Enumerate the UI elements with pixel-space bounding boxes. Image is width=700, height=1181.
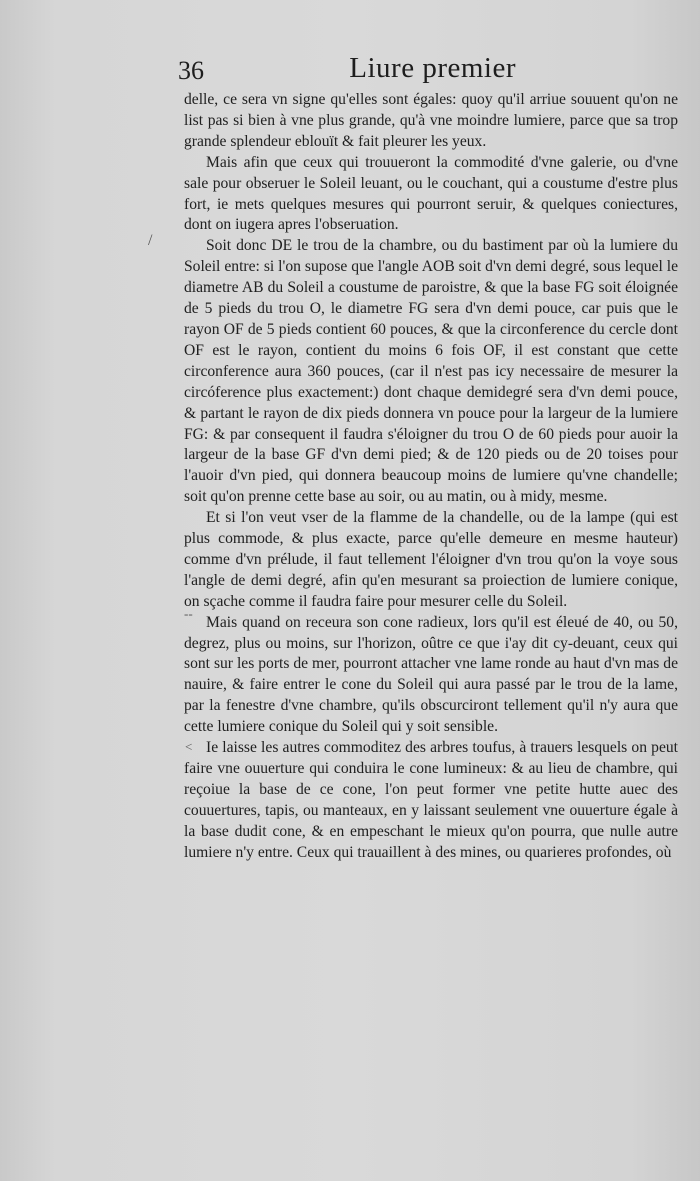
margin-mark: / [148, 232, 153, 249]
page-header [178, 52, 516, 92]
margin-mark: -- [184, 606, 193, 621]
paragraph: Mais quand on receura son cone radieux, lors qu'il est éleué de 40, ou 50, degrez, plus ou moins, sur l'horizon, oûtre ce que i'ay dit cy-deuant, ceux qui sont sur les ports de mer, pourront attacher vne lame ronde au haut d'vn mas de nauire, & faire entrer le cone du Soleil qui aura passé par le trou de la lame, par la fenestre d'vne chambre, qu'ils obscurciront tellement qu'il n'y aura que cette lumiere conique du Soleil qui y soit sensible. [184, 613, 678, 736]
paragraph: delle, ce sera vn signe qu'elles sont égales: quoy qu'il arriue souuent qu'on ne list pas si bien à vne plus grande, qu'à vne moindre lumiere, parce que sa trop grande splendeur eblouït & fait pleurer les yeux. [184, 91, 678, 150]
paragraph: Soit donc DE le trou de la chambre, ou du bastiment par où la lumiere du Soleil entre: si l'on supose que l'angle AOB soit d'vn demi degré, sous lequel le diametre AB du Soleil a coustume de paroistre, & que la base FG soit éloignée de 5 pieds du trou O, le diametre FG sera d'vn demi pouce, car puis que le rayon OF de 5 pieds contient 60 pouces, & que la circonference du cercle dont OF est le rayon, contient du moins 6 fois OF, il est constant que cette circonference aura 360 pouces, (car il n'est pas icy necessaire de mesurer la circóference plus exactement:) dont chaque demidegré sera d'vn demi pouce, & partant le rayon de dix pieds donnera vn pouce pour la largeur de la lumiere FG: & par consequent il faudra s'éloigner du trou O de 60 pieds pour auoir la largeur de la base GF d'vn demi pied; & de 120 pieds ou de 20 toises pour l'auoir d'vn pied, qui donnera beaucoup moins de lumiere qu'vne chandelle; soit qu'on prenne cette base au soir, ou au matin, ou à midy, mesme. [184, 237, 678, 506]
page-number: 36 [178, 56, 204, 85]
paragraph: Mais afin que ceux qui trouueront la commodité d'vne galerie, ou d'vne sale pour obseruer le Soleil leuant, ou le couchant, qui a coustume d'estre plus fort, ie mets quelques mesures qui pourront seruir, & quelques coniectures, dont on iugera apres l'obseruation. [184, 153, 678, 234]
running-title: Liure premier [349, 52, 516, 84]
margin-mark: < [185, 739, 193, 754]
paragraph: Ie laisse les autres commoditez des arbres toufus, à trauers lesquels on peut faire vne ouuerture qui conduira le cone lumineux: & au lieu de chambre, qui reçoiue la base de ce cone, l'on peut former vne petite hutte auec des couuertures, tapis, ou manteaux, en y laissant seulement vne ouuerture égale à la base dudit cone, & en empeschant le mieux qu'on pourra, que nulle autre lumiere n'y entre. Ceux qui trauaillent à des mines, ou quarieres profondes, où [184, 739, 678, 861]
body-text [184, 90, 678, 864]
paragraph: Et si l'on veut vser de la flamme de la chandelle, ou de la lampe (qui est plus commode, & plus exacte, parce qu'elle demeure en mesme hauteur) comme d'vn prélude, il faut tellement l'éloigner d'vn trou qu'on la voye sous l'angle de demi degré, afin qu'en mesurant sa proiection de lumiere conique, on sçache comme il faudra faire pour mesurer celle du Soleil. [184, 509, 678, 610]
